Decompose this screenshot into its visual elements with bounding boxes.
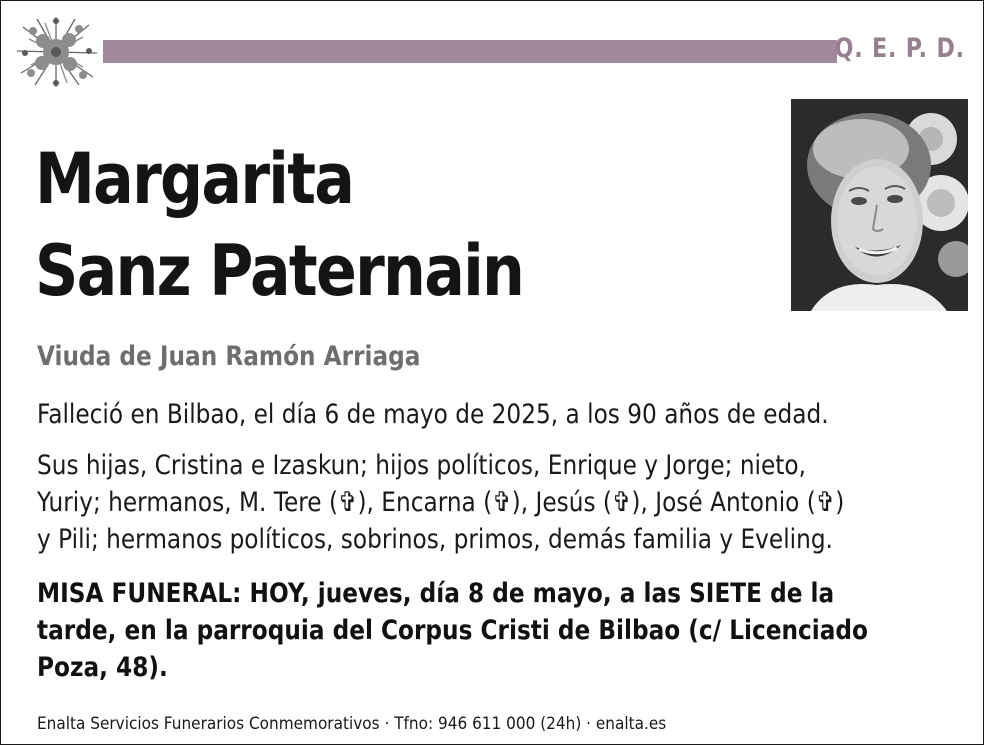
family-list bbox=[37, 447, 844, 558]
family-line-2: Yuriy; hermanos, M. Tere (✞), Encarna (✞), Jesús (✞), José Antonio (✞) bbox=[37, 487, 845, 518]
family-line-3: y Pili; hermanos políticos, sobrinos, primos, demás familia y Eveling. bbox=[37, 524, 833, 555]
funeral-mass-notice bbox=[37, 575, 868, 686]
death-notice: Falleció en Bilbao, el día 6 de mayo de 2025, a los 90 años de edad. bbox=[37, 399, 829, 430]
portrait-photo bbox=[791, 99, 968, 311]
flower-icon bbox=[13, 13, 99, 91]
misa-line-1: MISA FUNERAL: HOY, jueves, día 8 de mayo, a las SIETE de la bbox=[37, 578, 835, 609]
name-line-1: Margarita bbox=[35, 138, 354, 220]
qepd-label: Q. E. P. D. bbox=[834, 33, 965, 64]
misa-line-3: Poza, 48). bbox=[37, 652, 168, 683]
misa-line-2: tarde, en la parroquia del Corpus Cristi de Bilbao (c/ Licenciado bbox=[37, 615, 869, 646]
footer-credit: Enalta Servicios Funerarios Conmemorativos · Tfno: 946 611 000 (24h) · enalta.es bbox=[37, 714, 667, 734]
subtitle: Viuda de Juan Ramón Arriaga bbox=[37, 341, 421, 372]
header-bar bbox=[103, 40, 837, 63]
family-line-1: Sus hijas, Cristina e Izaskun; hijos políticos, Enrique y Jorge; nieto, bbox=[37, 450, 806, 481]
name-line-2: Sanz Paternain bbox=[35, 230, 524, 312]
deceased-name bbox=[35, 133, 523, 317]
